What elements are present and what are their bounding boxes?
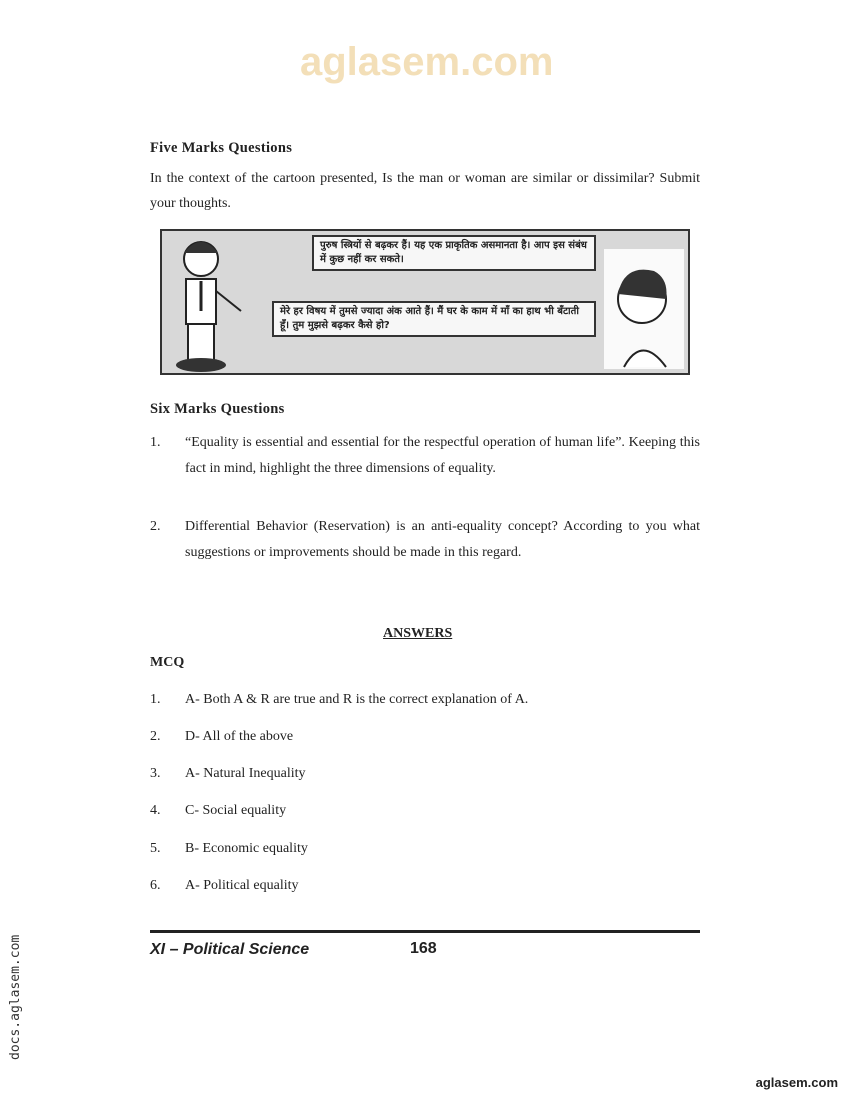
boy-figure-icon	[166, 231, 256, 373]
girl-figure-icon	[604, 249, 684, 369]
footer-title: XI – Political Science	[150, 941, 310, 958]
speech-bubble-boy: पुरुष स्त्रियों से बढ़कर हैं। यह एक प्राकृतिक असमानता है। आप इस संबंध में कुछ नहीं कर सकते।	[312, 235, 596, 271]
answer-text: A- Political equality	[185, 878, 299, 893]
answer-item	[150, 692, 528, 708]
answer-number: 1.	[150, 692, 161, 707]
answer-text: A- Both A & R are true and R is the correct explanation of A.	[185, 692, 529, 707]
cartoon-image	[160, 229, 690, 375]
five-marks-heading: Five Marks Questions	[150, 140, 293, 156]
side-url[interactable]: docs.aglasem.com	[8, 934, 23, 1060]
answers-heading: ANSWERS	[383, 626, 453, 641]
question-number: 1.	[150, 435, 161, 450]
answer-item	[150, 878, 299, 894]
watermark: aglasem.com	[300, 40, 554, 84]
brand-link[interactable]: aglasem.com	[755, 1075, 838, 1090]
six-marks-question	[150, 514, 700, 566]
answer-number: 4.	[150, 803, 161, 818]
mcq-label: MCQ	[150, 655, 185, 670]
answer-number: 2.	[150, 729, 161, 744]
six-marks-heading: Six Marks Questions	[150, 401, 285, 417]
question-text: Differential Behavior (Reservation) is an anti-equality concept? According to you what suggestions or improvements should be made in this regard.	[185, 519, 700, 560]
answer-item	[150, 841, 308, 857]
answer-text: C- Social equality	[185, 803, 287, 818]
answer-text: A- Natural Inequality	[185, 766, 306, 781]
six-marks-question	[150, 430, 700, 482]
answer-item	[150, 729, 293, 745]
footer-divider	[150, 930, 700, 933]
question-number: 2.	[150, 519, 161, 534]
answer-item	[150, 766, 306, 782]
question-text: “Equality is essential and essential for the respectful operation of human life”. Keeping this fact in mind, highlight the three dimensions of equality.	[185, 435, 700, 476]
page-number: 168	[410, 940, 437, 957]
answer-text: B- Economic equality	[185, 841, 308, 856]
answer-number: 6.	[150, 878, 161, 893]
speech-bubble-girl: मेरे हर विषय में तुमसे ज्यादा अंक आते हैं। मैं घर के काम में माँ का हाथ भी बँटाती हूँ। तुम मुझसे बढ़कर कैसे हो?	[272, 301, 596, 337]
answer-number: 5.	[150, 841, 161, 856]
answer-number: 3.	[150, 766, 161, 781]
answer-text: D- All of the above	[185, 729, 294, 744]
five-marks-question: In the context of the cartoon presented, Is the man or woman are similar or dissimilar? Submit your thoughts.	[150, 171, 700, 211]
answer-item	[150, 803, 286, 819]
